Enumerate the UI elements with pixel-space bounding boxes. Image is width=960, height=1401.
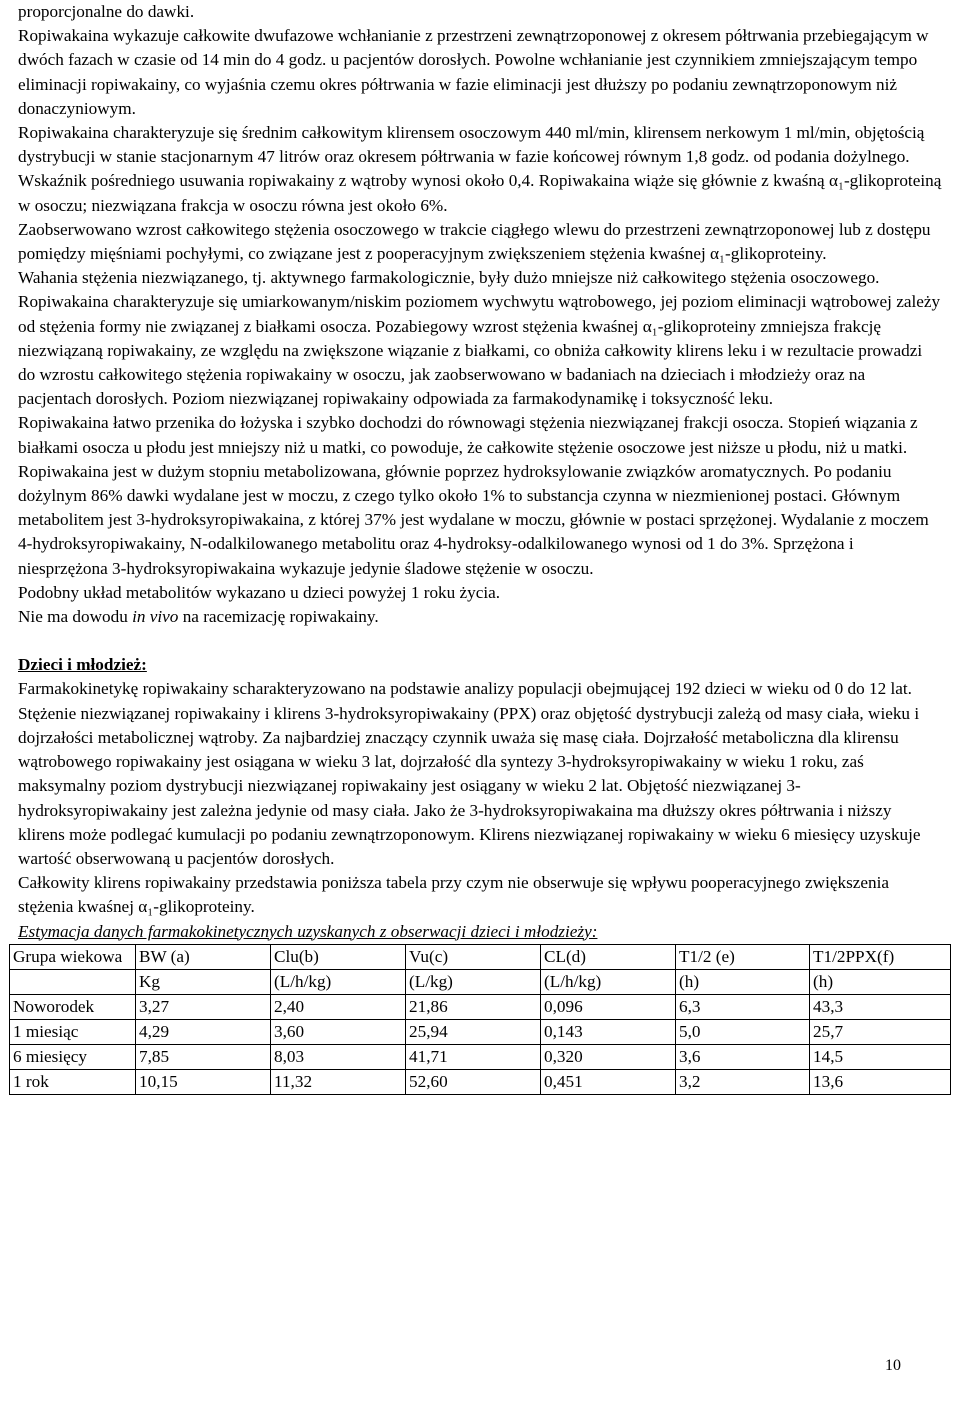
- paragraph: proporcjonalne do dawki.: [18, 2, 195, 21]
- units-cell: Kg: [136, 969, 271, 994]
- units-cell: [10, 969, 136, 994]
- table-cell: 3,27: [136, 994, 271, 1019]
- italic-term: in vivo: [132, 607, 179, 627]
- table-cell: 5,0: [676, 1019, 810, 1044]
- table-cell: 41,71: [406, 1044, 541, 1069]
- spacer: [18, 629, 942, 653]
- paragraph: Ropiwakaina łatwo przenika do łożyska i szybko dochodzi do równowagi stężenia niezwiązanej frakcji osocza. Stopień wiązania z białkami osocza u płodu jest mniejszy niż u matki, co powoduje, że całkowite stężenie osoczowe jest niższe u płodu, niż u matki.: [18, 413, 918, 457]
- table-cell: 6 miesięcy: [10, 1044, 136, 1069]
- table-cell: 6,3: [676, 994, 810, 1019]
- paragraph: Ropiwakaina charakteryzuje się średnim całkowitym klirensem osoczowym 440 ml/min, klirensem nerkowym 1 ml/min, objętością dystrybucji w stanie stacjonarnym 47 litrów oraz okresem półtrwania w fazie końcowej równym 1,8 godz. od podania dożylnego. Wskaźnik pośredniego usuwania ropiwakainy z wątroby wynosi około 0,4. Ropiwakaina wiąże się głównie z kwaśną α₁-glikoproteiną w osoczu; niezwiązana frakcja w osoczu równa jest około 6%.: [18, 123, 942, 215]
- table-cell: 52,60: [406, 1069, 541, 1094]
- table-cell: 8,03: [271, 1044, 406, 1069]
- table-cell: 11,32: [271, 1069, 406, 1094]
- table-cell: 25,7: [810, 1019, 951, 1044]
- table-cell: 2,40: [271, 994, 406, 1019]
- page-number: 10: [885, 1357, 901, 1374]
- table-row: [10, 994, 951, 1019]
- table-cell: 0,451: [541, 1069, 676, 1094]
- header-cell: CL(d): [541, 944, 676, 969]
- text-fragment: Nie ma dowodu: [18, 607, 133, 627]
- table-cell: 3,60: [271, 1019, 406, 1044]
- paragraph: Wahania stężenia niezwiązanego, tj. aktywnego farmakologicznie, były dużo mniejsze niż całkowitego stężenia osoczowego.: [18, 268, 880, 288]
- table-cell: 21,86: [406, 994, 541, 1019]
- table-units-row: [10, 969, 951, 994]
- table-cell: 3,2: [676, 1069, 810, 1094]
- table-caption: Estymacja danych farmakokinetycznych uzyskanych z obserwacji dzieci i młodzieży:: [18, 921, 598, 941]
- table-cell: 43,3: [810, 994, 951, 1019]
- table-cell: 4,29: [136, 1019, 271, 1044]
- table-row: [10, 1069, 951, 1094]
- header-cell: T1/2 (e): [676, 944, 810, 969]
- units-cell: (h): [810, 969, 951, 994]
- paragraph: Ropiwakaina jest w dużym stopniu metabolizowana, głównie poprzez hydroksylowanie związków aromatycznych. Po podaniu dożylnym 86% dawki wydalane jest w moczu, z czego tylko około 1% to substancja czynna w niezmienionej postaci. Głównym metabolitem jest 3-hydroksyropiwakaina, z której 37% jest wydalane w moczu, głównie w postaci sprzężonej. Wydalanie z moczem 4-hydroksyropiwakainy, N-odalkilowanego metabolitu oraz 4-hydroksy-odalkilowanego wynosi od 1 do 3%. Sprzężona i niesprzężona 3-hydroksyropiwakaina wykazuje jedynie śladowe stężenie w osoczu.: [18, 461, 929, 578]
- units-cell: (L/kg): [406, 969, 541, 994]
- units-cell: (h): [676, 969, 810, 994]
- table-cell: 0,096: [541, 994, 676, 1019]
- header-cell: T1/2PPX(f): [810, 944, 951, 969]
- document-page: [13, 0, 942, 1095]
- table-cell: 3,6: [676, 1044, 810, 1069]
- text-fragment: na racemizację ropiwakainy.: [178, 607, 379, 627]
- paragraph: Całkowity klirens ropiwakainy przedstawia poniższa tabela przy czym nie obserwuje się wpływu pooperacyjnego zwiększenia stężenia kwaśnej α₁-glikoproteiny.: [18, 873, 890, 917]
- table-cell: 0,320: [541, 1044, 676, 1069]
- paragraph: Zaobserwowano wzrost całkowitego stężenia osoczowego w trakcie ciągłego wlewu do przestrzeni zewnątrzoponowej lub z dostępu pomiędzy mięśniami pochyłymi, co związane jest z pooperacyjnym zwiększeniem stężenia kwaśnej α₁-glikoproteiny.: [18, 219, 931, 264]
- table-cell: 1 rok: [10, 1069, 136, 1094]
- header-cell: Clu(b): [271, 944, 406, 969]
- paragraph: Ropiwakaina wykazuje całkowite dwufazowe wchłanianie z przestrzeni zewnątrzoponowej z okresem półtrwania przebiegającym w dwóch fazach w czasie od 14 min do 4 godz. u pacjentów dorosłych. Powolne wchłanianie jest czynnikiem zmniejszającym tempo eliminacji ropiwakainy, co wyjaśnia czemu okres półtrwania w fazie eliminacji jest dłuższy po podaniu zewnątrzoponowym niż donaczyniowym.: [18, 26, 929, 118]
- table-cell: 13,6: [810, 1069, 951, 1094]
- table-header-row: [10, 944, 951, 969]
- paragraph: Farmakokinetykę ropiwakainy scharakteryzowano na podstawie analizy populacji obejmującej 192 dzieci w wieku od 0 do 12 lat. Stężenie niezwiązanej ropiwakainy i klirens 3-hydroksyropiwakainy (PPX) oraz objętość dystrybucji zależą od masy ciała, wieku i dojrzałości metabolicznej wątroby. Za najbardziej znaczący czynnik uważa się masę ciała. Dojrzałość metaboliczna dla klirensu wątrobowego ropiwakainy jest osiągana w wieku 3 lat, dojrzałość dla syntezy 3-hydroksyropiwakainy w wieku 1 roku, zaś maksymalny poziom dystrybucji niezwiązanej ropiwakainy jest osiągany w wieku 2 lat. Objętość niezwiązanej 3-hydroksyropiwakainy jest zależna jedynie od masy ciała. Jako że 3-hydroksyropiwakaina ma dłuższy okres półtrwania i niższy klirens może podlegać kumulacji po podaniu zewnątrzoponowym. Klirens niezwiązanej ropiwakainy w wieku 6 miesięcy uzyskuje wartość obserwowaną u pacjentów dorosłych.: [18, 679, 921, 868]
- table-cell: Noworodek: [10, 994, 136, 1019]
- header-cell: Vu(c): [406, 944, 541, 969]
- paragraph-in-vivo: [18, 605, 942, 629]
- table-row: [10, 1019, 951, 1044]
- table-row: [10, 1044, 951, 1069]
- header-cell: Grupa wiekowa: [10, 944, 136, 969]
- units-cell: (L/h/kg): [541, 969, 676, 994]
- paragraph: Ropiwakaina charakteryzuje się umiarkowanym/niskim poziomem wychwytu wątrobowego, jej poziom eliminacji wątrobowej zależy od stężenia formy nie związanej z białkami osocza. Pozabiegowy wzrost stężenia kwaśnej α₁-glikoproteiny zmniejsza frakcję niezwiązaną ropiwakainy, ze względu na zwiększone wiązanie z białkami, co obniża całkowity klirens leku i w rezultacie prowadzi do wzrostu całkowitego stężenia ropiwakainy w osoczu, jak zaobserwowano w badaniach na dzieciach i młodzieży oraz na pacjentach dorosłych. Poziom niezwiązanej ropiwakainy odpowiada za farmakodynamikę i toksyczność leku.: [18, 292, 941, 409]
- section-heading: Dzieci i młodzież:: [18, 655, 147, 675]
- pharmacokinetics-table: [9, 944, 951, 1095]
- table-cell: 0,143: [541, 1019, 676, 1044]
- table-cell: 10,15: [136, 1069, 271, 1094]
- table-cell: 25,94: [406, 1019, 541, 1044]
- table-cell: 14,5: [810, 1044, 951, 1069]
- table-cell: 7,85: [136, 1044, 271, 1069]
- paragraph: Podobny układ metabolitów wykazano u dzieci powyżej 1 roku życia.: [18, 582, 501, 602]
- table-cell: 1 miesiąc: [10, 1019, 136, 1044]
- header-cell: BW (a): [136, 944, 271, 969]
- units-cell: (L/h/kg): [271, 969, 406, 994]
